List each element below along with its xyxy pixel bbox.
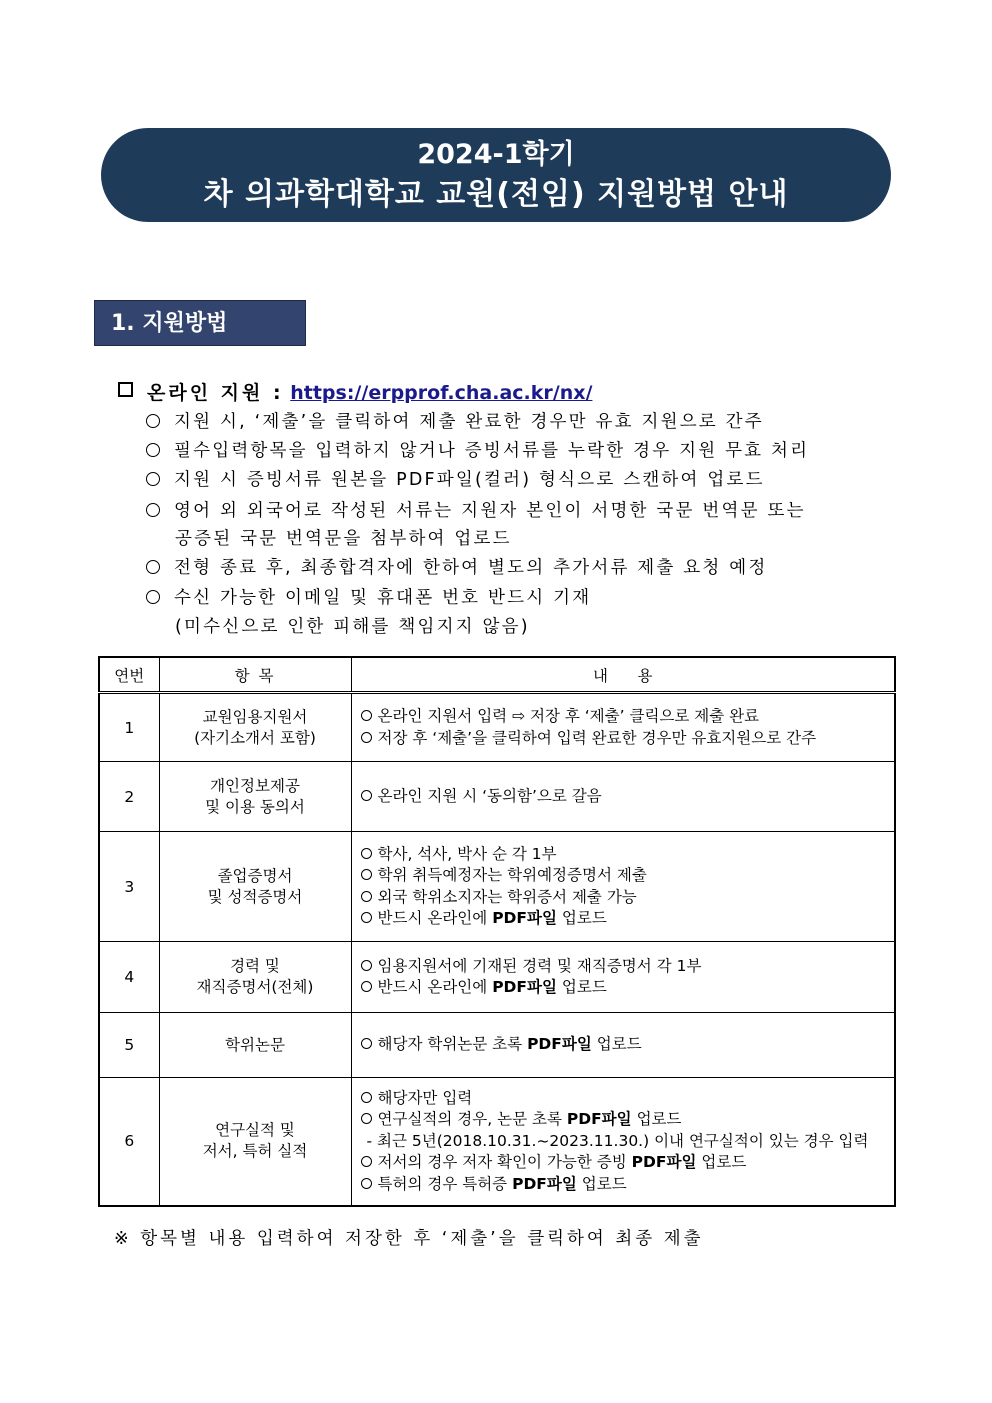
row-description: 해당자 학위논문 초록 PDF파일 업로드 xyxy=(351,1013,895,1078)
document-requirements-table xyxy=(98,656,896,1207)
row-description: 임용지원서에 기재된 경력 및 재직증명서 각 1부 반드시 온라인에 PDF파일 업로드 xyxy=(351,942,895,1013)
table-row xyxy=(99,942,895,1013)
circle-bullet-icon xyxy=(361,981,372,992)
row-number: 3 xyxy=(99,832,159,942)
circle-bullet-icon xyxy=(361,1156,372,1167)
header-item: 항 목 xyxy=(159,657,351,693)
circle-bullet-icon xyxy=(361,1113,372,1124)
row-item: 졸업증명서 및 성적증명서 xyxy=(159,832,351,942)
header-content: 내 용 xyxy=(351,657,895,693)
header-no: 연번 xyxy=(99,657,159,693)
circle-bullet-icon xyxy=(361,1038,372,1049)
checkbox-bullet-icon xyxy=(118,382,133,397)
circle-bullet-icon xyxy=(361,912,372,923)
row-number: 4 xyxy=(99,942,159,1013)
bullet-item: 전형 종료 후, 최종합격자에 한하여 별도의 추가서류 제출 요청 예정 xyxy=(146,555,767,581)
circle-bullet-icon xyxy=(146,590,160,604)
table-row xyxy=(99,693,895,762)
online-application-line xyxy=(118,378,592,405)
circle-bullet-icon xyxy=(361,960,372,971)
page-title: 차 의과학대학교 교원(전임) 지원방법 안내 xyxy=(203,177,789,212)
circle-bullet-icon xyxy=(361,869,372,880)
bullet-item: 수신 가능한 이메일 및 휴대폰 번호 반드시 기재 xyxy=(146,585,591,611)
title-semester: 2024-1학기 xyxy=(417,139,575,170)
bullet-item: 지원 시, ‘제출’을 클릭하여 제출 완료한 경우만 유효 지원으로 간주 xyxy=(146,409,764,435)
row-number: 1 xyxy=(99,693,159,762)
row-number: 2 xyxy=(99,762,159,832)
circle-bullet-icon xyxy=(146,560,160,574)
row-item: 연구실적 및 저서, 특허 실적 xyxy=(159,1078,351,1206)
row-item: 교원임용지원서 (자기소개서 포함) xyxy=(159,693,351,762)
table-header-row xyxy=(99,657,895,693)
row-description: 해당자만 입력 연구실적의 경우, 논문 초록 PDF파일 업로드 - 최근 5년(2018.10.31.~2023.11.30.) 이내 연구실적이 있는 경우 입력 저서의 경우 저자 확인이 가능한 증빙 PDF파일 업로드 특허의 경우 특허증 PDF파일 업로드 xyxy=(351,1078,895,1206)
bullet-continuation: 공증된 국문 번역문을 첨부하여 업로드 xyxy=(175,529,512,549)
circle-bullet-icon xyxy=(146,503,160,517)
circle-bullet-icon xyxy=(146,472,160,486)
online-label: 온라인 지원 : xyxy=(147,382,284,404)
row-item: 개인정보제공 및 이용 동의서 xyxy=(159,762,351,832)
row-item: 학위논문 xyxy=(159,1013,351,1078)
section-heading: 1. 지원방법 xyxy=(94,300,306,346)
bullet-item: 필수입력항목을 입력하지 않거나 증빙서류를 누락한 경우 지원 무효 처리 xyxy=(146,438,809,464)
circle-bullet-icon xyxy=(361,891,372,902)
circle-bullet-icon xyxy=(361,732,372,743)
circle-bullet-icon xyxy=(361,848,372,859)
circle-bullet-icon xyxy=(361,1092,372,1103)
circle-bullet-icon xyxy=(146,414,160,428)
row-description: 학사, 석사, 박사 순 각 1부 학위 취득예정자는 학위예정증명서 제출 외국 학위소지자는 학위증서 제출 가능 반드시 온라인에 PDF파일 업로드 xyxy=(351,832,895,942)
table-row xyxy=(99,1078,895,1206)
row-number: 5 xyxy=(99,1013,159,1078)
circle-bullet-icon xyxy=(146,443,160,457)
circle-bullet-icon xyxy=(361,1178,372,1189)
bullet-item: 영어 외 외국어로 작성된 서류는 지원자 본인이 서명한 국문 번역문 또는 xyxy=(146,498,806,524)
application-url-link[interactable]: https://erpprof.cha.ac.kr/nx/ xyxy=(290,382,593,404)
bullet-continuation: (미수신으로 인한 피해를 책임지지 않음) xyxy=(175,617,530,637)
title-banner xyxy=(101,128,891,222)
bullet-item: 지원 시 증빙서류 원본을 PDF파일(컬러) 형식으로 스캔하여 업로드 xyxy=(146,467,765,493)
table-row xyxy=(99,832,895,942)
row-number: 6 xyxy=(99,1078,159,1206)
circle-bullet-icon xyxy=(361,790,372,801)
row-description: 온라인 지원서 입력 ⇨ 저장 후 ‘제출’ 클릭으로 제출 완료 저장 후 ‘제출’을 클릭하여 입력 완료한 경우만 유효지원으로 간주 xyxy=(351,693,895,762)
final-note: ※ 항목별 내용 입력하여 저장한 후 ‘제출’을 클릭하여 최종 제출 xyxy=(114,1229,704,1249)
row-description: 온라인 지원 시 ‘동의함’으로 갈음 xyxy=(351,762,895,832)
row-item: 경력 및 재직증명서(전체) xyxy=(159,942,351,1013)
table-row xyxy=(99,1013,895,1078)
table-row xyxy=(99,762,895,832)
circle-bullet-icon xyxy=(361,710,372,721)
